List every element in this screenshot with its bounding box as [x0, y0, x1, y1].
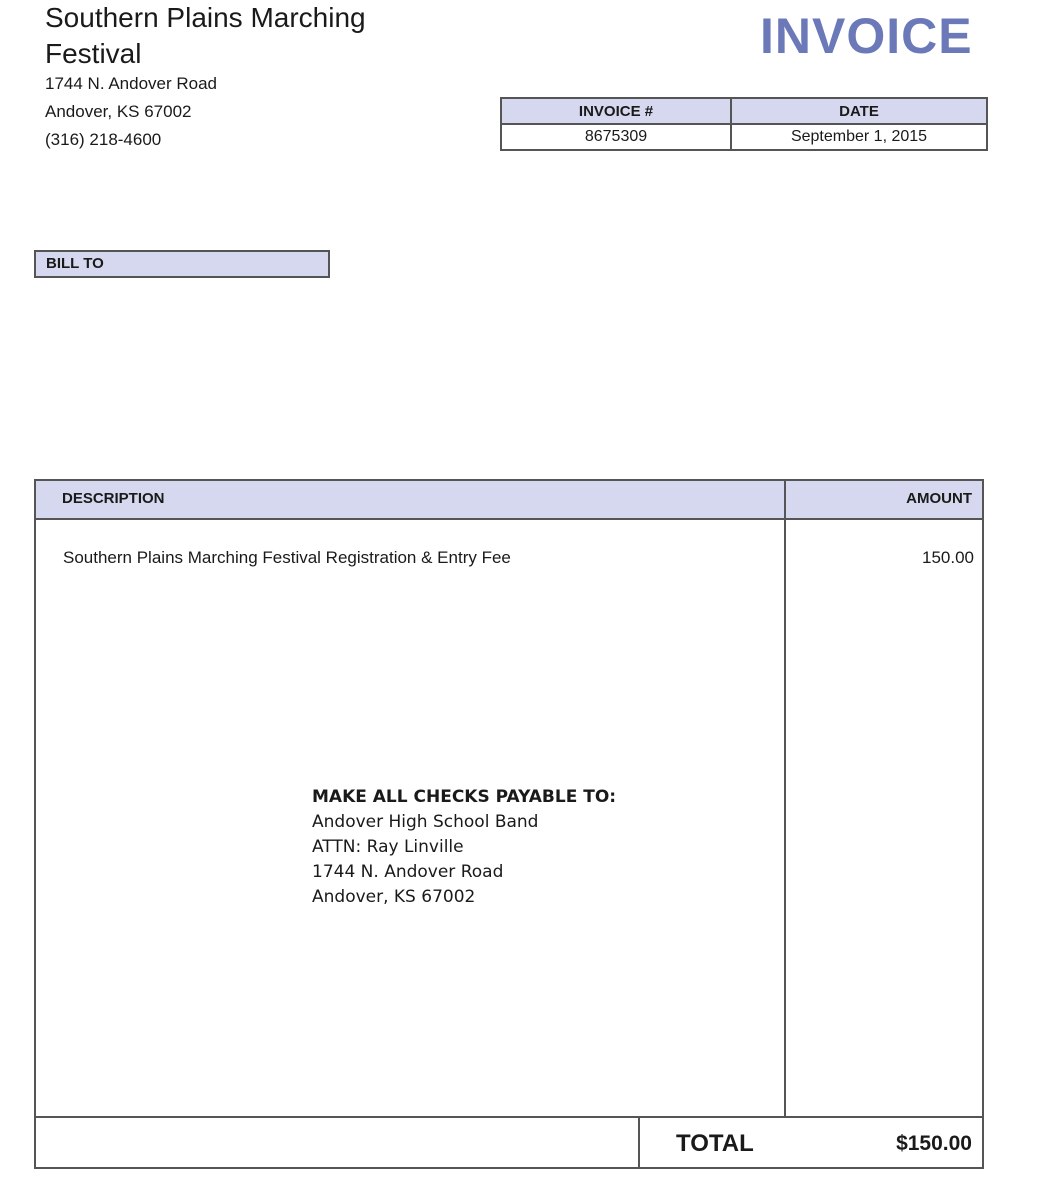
invoice-title: INVOICE: [760, 8, 973, 64]
date-value: September 1, 2015: [731, 124, 987, 150]
line-item-description: Southern Plains Marching Festival Registration & Entry Fee: [63, 548, 511, 567]
column-divider: [784, 479, 786, 1117]
description-header: DESCRIPTION: [62, 490, 165, 507]
payment-title: MAKE ALL CHECKS PAYABLE TO:: [312, 787, 617, 807]
total-row-divider: [34, 1116, 984, 1118]
total-label: TOTAL: [676, 1130, 754, 1157]
payment-line1: Andover High School Band: [312, 812, 539, 832]
payment-line2: ATTN: Ray Linville: [312, 837, 464, 857]
total-value: $150.00: [896, 1132, 972, 1155]
payment-instructions: [312, 785, 616, 910]
amount-header: AMOUNT: [906, 490, 972, 507]
sender-address-line1: 1744 N. Andover Road: [45, 74, 218, 93]
total-column-divider: [638, 1116, 640, 1169]
sender-phone: (316) 218-4600: [45, 130, 162, 149]
invoice-number-value: 8675309: [501, 124, 731, 150]
date-header: DATE: [731, 98, 987, 124]
payment-line4: Andover, KS 67002: [312, 887, 476, 907]
payment-line3: 1744 N. Andover Road: [312, 862, 504, 882]
sender-name: Southern Plains Marching Festival: [45, 2, 366, 69]
bill-to-label: BILL TO: [34, 250, 330, 278]
invoice-meta-table: [500, 97, 988, 151]
invoice-number-header: INVOICE #: [501, 98, 731, 124]
sender-address-line2: Andover, KS 67002: [45, 102, 192, 121]
line-item-amount: 150.00: [922, 548, 974, 567]
